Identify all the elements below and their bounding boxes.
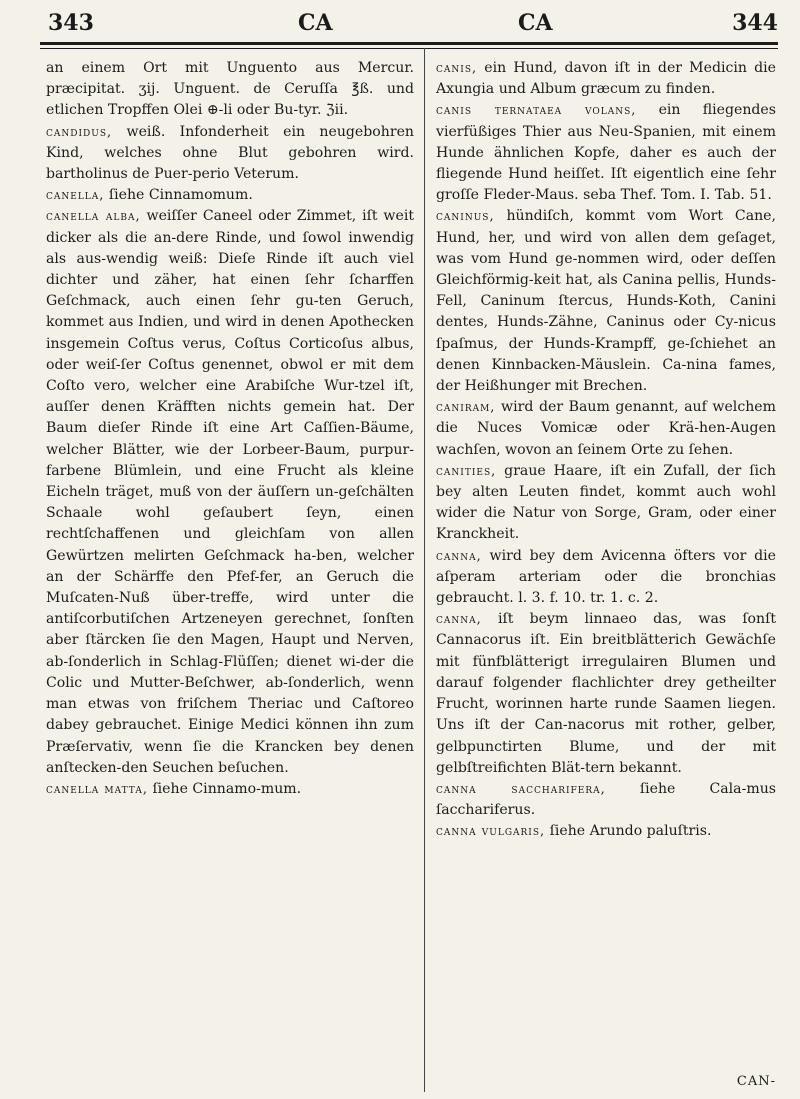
dictionary-entry <box>46 779 414 800</box>
entry-text: ſiehe Cinnamomum. <box>108 187 253 204</box>
dictionary-entry <box>46 206 414 778</box>
right-column <box>436 58 776 843</box>
running-head-left: CA <box>298 10 333 36</box>
entry-lemma: caniram, <box>436 400 496 416</box>
entry-lemma: canella alba, <box>46 209 141 225</box>
entry-text: weiſſer Caneel oder Zimmet, iſt weit dicker als die an-dere Rinde, und ſowol inwendig als aus-wendig weiß: Dieſe Rinde iſt auch viel dichter und zäher, hat einen ſehr ſcharffen Geſchmack, auch einen ſehr gu-ten Geruch, kommet aus Indien, und wird in denen Apothecken insgemein Coſtus verus, Coſtus Corticoſus albus, oder weiſ-ſer Coſtus genennet, obwol er mit dem Coſto vero, welcher eine Arabiſche Wur-tzel iſt, auſſer denen Kräfften nichts gemein hat. Der Baum dieſer Rinde iſt eine Art Caſſien-Bäume, welcher Blätter, wie der Lorbeer-Baum, purpur-farbene Blümlein, und eine Frucht als kleine Eicheln träget, muß von der äuſſern un-geſchälten Schaale wohl geſaubert ſeyn, einen rechtſchaffenen und gleichſam von allen Gewürtzen melirten Geſchmack ha-ben, welcher an der Schärffe den Pfef-fer, an Geruch die Muſcaten-Nuß über-treffe, wird unter die antiſcorbutiſchen Artzeneyen gerechnet, ſonſten aber ſtärcken ſie den Magen, Haupt und Nerven, ab-ſonderlich in Schlag-Flüſſen; dienet wi-der die Colic und Mutter-Beſchwer, ab-ſonderlich, wenn man etwas von friſchem Theriac und Caſtoreo dabey gebrauchet. Einige Medici können ihn zum Præſervativ, wenn ſie die Krancken bey denen anſtecken-den Seuchen beſuchen. <box>46 208 415 776</box>
entry-lemma: canities, <box>436 463 497 479</box>
dictionary-entry <box>436 779 776 821</box>
entry-text: iſt beym linnaeo das, was ſonſt Cannacorus iſt. Ein breitblätterich Gewächſe mit fünfblätterigt irregulairen Blumen und darauf folgender flachlichter drey getheilter Frucht, worinnen harte runde Saamen liegen. Uns iſt der Can-nacorus mit rother, gelber, gelbpunctirten Blume, und der mit gelbſtreifichten Blät-tern bekannt. <box>436 611 777 776</box>
entry-lemma: canis, <box>436 61 478 76</box>
entry-text: graue Haare, iſt ein Zufall, der ſich bey alten Leuten findet, kommt auch wohl wider die Natur von Sorge, Gram, oder einer Kranckheit. <box>436 462 776 543</box>
entry-lemma: canis ternataea volans, <box>436 103 637 119</box>
column-divider <box>424 48 425 1092</box>
entry-text: wird der Baum genannt, auf welchem die Nuces Vomicæ oder Krä-hen-Augen wachſen, wovon an ſeinem Orte zu ſehen. <box>436 399 776 458</box>
entry-text: weiß. Infonderheit ein neugebohren Kind, welches ohne Blut gebohren wird. bartholinus de Puer-perio Veterum. <box>46 123 414 183</box>
dictionary-entry <box>436 461 776 546</box>
entry-lemma: canna, <box>436 612 482 628</box>
dictionary-entry <box>436 58 776 100</box>
left-column <box>46 58 414 800</box>
entry-lemma: candidus, <box>46 124 113 140</box>
dictionary-entry <box>436 821 776 842</box>
entry-lemma: canna saccharifera, <box>436 781 606 797</box>
dictionary-entry <box>46 58 414 122</box>
running-head-right: CA <box>518 10 553 36</box>
entry-text: hündiſch, kommt vom Wort Cane, Hund, her, und wird von allen dem geſaget, was vom Hund ge-nommen wird, oder deſſen Gleichförmig-keit hat, als Canina pellis, Hunds-Fell, Caninum ſtercus, Hunds-Koth, Canini dentes, Hunds-Zähne, Caninus oder Cy-nicus ſpaſmus, der Hunds-Krampff, ge-ſchiehet an denen Kinnbacken-Mäuslein. Ca-nina fames, der Heißhunger mit Brechen. <box>436 208 777 395</box>
entry-text: an einem Ort mit Unguento aus Mercur. præcipitat. ʒij. Unguent. de Ceruſſa ℥ß. und etlichen Tropffen Olei ⊕-li oder Bu-tyr. ℨii. <box>46 60 414 119</box>
entry-lemma: canna, <box>436 548 482 564</box>
dictionary-entry <box>436 206 776 397</box>
entry-text: ſiehe Cinnamo-mum. <box>152 780 302 797</box>
dictionary-entry <box>436 100 776 206</box>
dictionary-entry <box>46 185 414 206</box>
entry-text: wird bey dem Avicenna öfters vor die aſperam arteriam oder die bronchias gebraucht. l. 3. f. 10. tr. 1. c. 2. <box>436 547 776 607</box>
entry-text: ein fliegendes vierfüßiges Thier aus Neu-Spanien, mit einem Hunde ähnlichen Kopfe, daher es auch der fliegende Hund heiſſet. Iſt eigentlich eine ſehr groſſe Fleder-Maus. seba Thef. Tom. I. Tab. 51. <box>436 102 776 204</box>
dictionary-entry <box>436 609 776 779</box>
entry-text: ein Hund, davon iſt in der Medicin die Axungia und Album græcum zu finden. <box>436 60 776 98</box>
page-header <box>40 6 778 46</box>
entry-lemma: caninus, <box>436 209 495 225</box>
catchword: CAN- <box>736 1074 776 1089</box>
header-rule-thin <box>40 48 778 49</box>
entry-lemma: canna vulgaris, <box>436 824 546 840</box>
entry-lemma: canella matta, <box>46 781 148 797</box>
entry-text: ſiehe Arundo paluſtris. <box>549 823 712 840</box>
header-rule-thick <box>40 42 778 45</box>
entry-text: ſiehe Cala-mus ſacchariferus. <box>436 780 777 819</box>
dictionary-entry <box>436 397 776 461</box>
entry-lemma: canella, <box>46 188 105 204</box>
page-number-right: 344 <box>732 10 778 36</box>
dictionary-entry <box>46 122 414 186</box>
dictionary-entry <box>436 546 776 610</box>
page-number-left: 343 <box>48 10 94 36</box>
